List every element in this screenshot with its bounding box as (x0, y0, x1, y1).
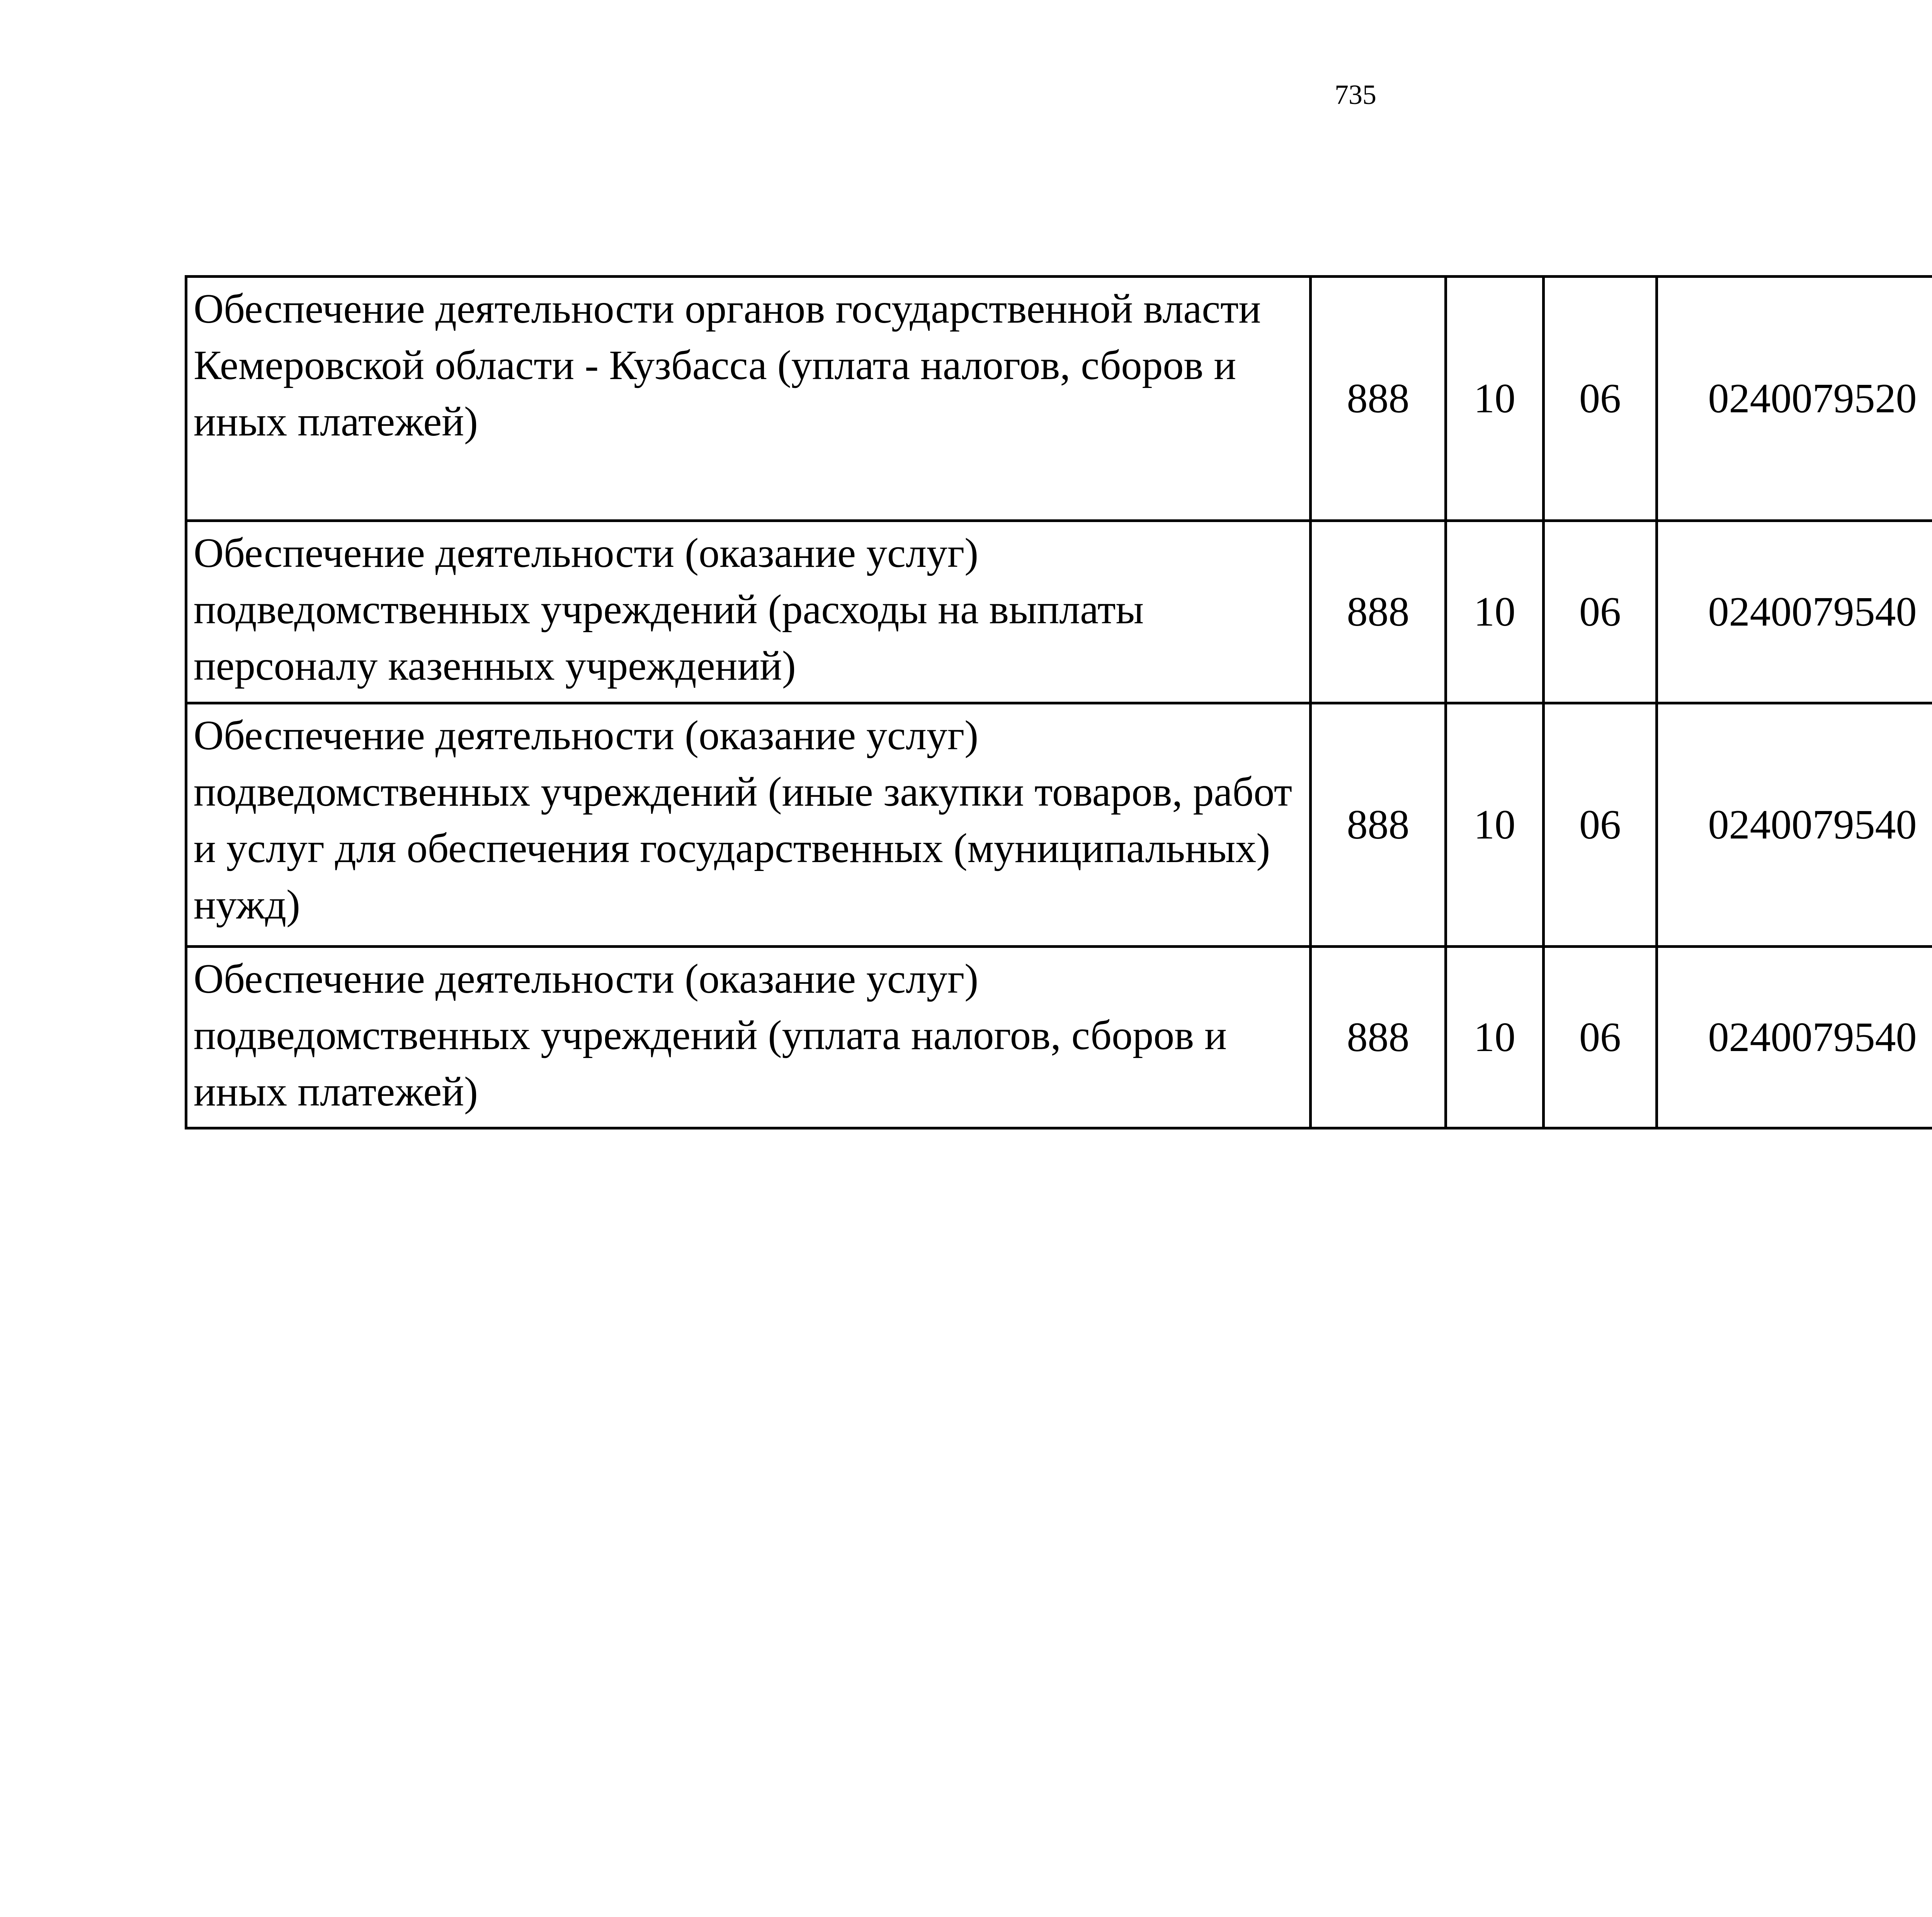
budget-table (185, 275, 1932, 1129)
subsection-code-cell: 06 (1544, 703, 1657, 947)
table-row (186, 521, 1932, 703)
expense-name-cell: Обеспечение деятельности (оказание услуг) подведомственных учреждений (иные закупки товаров, работ и услуг для обеспечения государственных (муниципальных) нужд) (186, 703, 1311, 947)
subsection-code-cell: 06 (1544, 277, 1657, 521)
expense-name-cell: Обеспечение деятельности (оказание услуг) подведомственных учреждений (уплата налогов, сборов и иных платежей) (186, 947, 1311, 1128)
section-code-cell: 10 (1446, 947, 1544, 1128)
target-article-cell: 0240079520 (1657, 277, 1932, 521)
subsection-code-cell: 06 (1544, 947, 1657, 1128)
page-number: 735 (1335, 79, 1376, 110)
target-article-cell: 0240079540 (1657, 947, 1932, 1128)
ministry-code-cell: 888 (1311, 703, 1446, 947)
table-row (186, 947, 1932, 1128)
ministry-code-cell: 888 (1311, 277, 1446, 521)
ministry-code-cell: 888 (1311, 521, 1446, 703)
ministry-code-cell: 888 (1311, 947, 1446, 1128)
section-code-cell: 10 (1446, 521, 1544, 703)
section-code-cell: 10 (1446, 277, 1544, 521)
table-row (186, 277, 1932, 521)
subsection-code-cell: 06 (1544, 521, 1657, 703)
target-article-cell: 0240079540 (1657, 521, 1932, 703)
table-row (186, 703, 1932, 947)
expense-name-cell: Обеспечение деятельности (оказание услуг) подведомственных учреждений (расходы на выплаты персоналу казенных учреждений) (186, 521, 1311, 703)
expense-name-cell: Обеспечение деятельности органов государственной власти Кемеровской области - Кузбасса (уплата налогов, сборов и иных платежей) (186, 277, 1311, 521)
section-code-cell: 10 (1446, 703, 1544, 947)
target-article-cell: 0240079540 (1657, 703, 1932, 947)
